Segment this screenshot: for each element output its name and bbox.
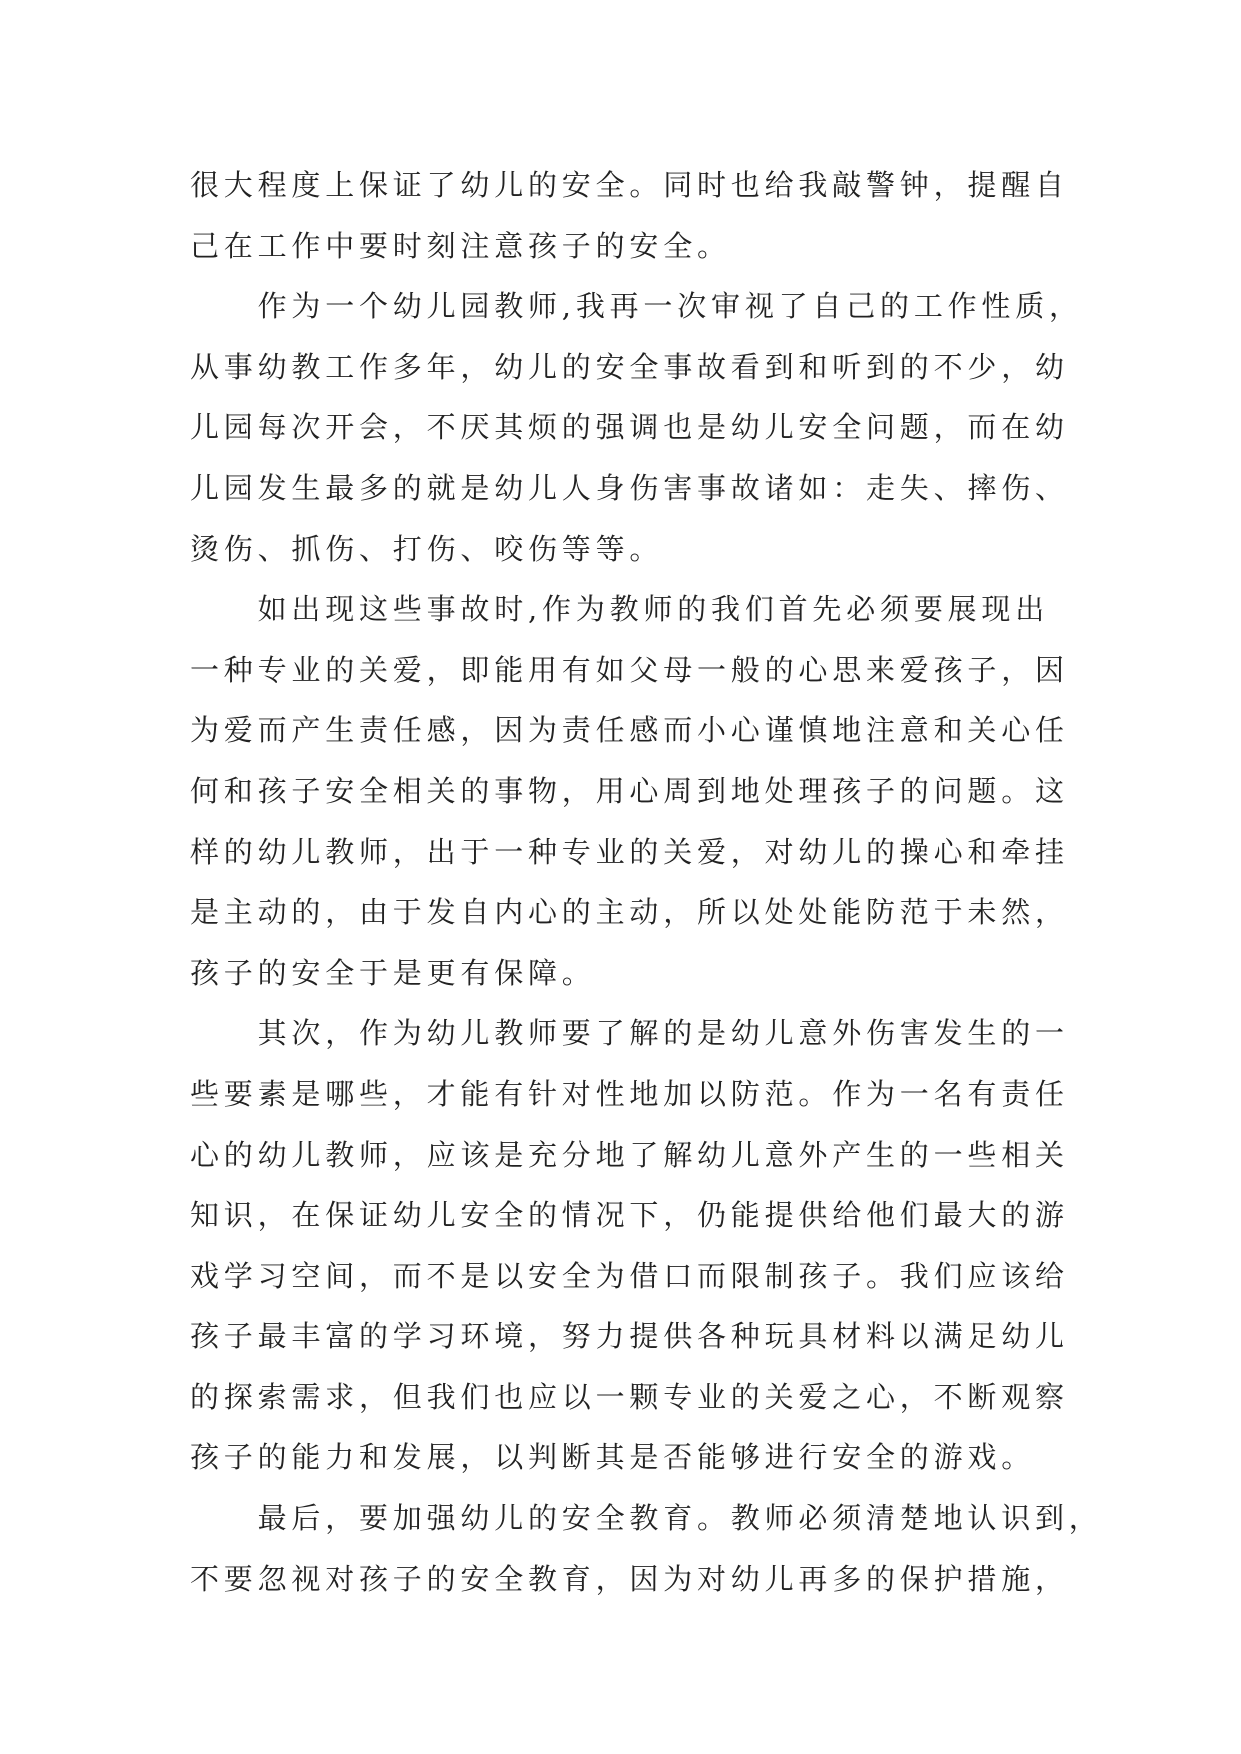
- text-line: 的探索需求，但我们也应以一颗专业的关爱之心，不断观察: [190, 1379, 1069, 1414]
- paragraph-first-line: 其次，作为幼儿教师要了解的是幼儿意外伤害发生的一: [190, 1016, 1069, 1051]
- text-line: 样的幼儿教师，出于一种专业的关爱，对幼儿的操心和牵挂: [190, 834, 1069, 869]
- text-line: 孩子的能力和发展，以判断其是否能够进行安全的游戏。: [190, 1440, 1036, 1475]
- text-line: 很大程度上保证了幼儿的安全。同时也给我敲警钟，提醒自: [190, 168, 1069, 202]
- text-line: 何和孩子安全相关的事物，用心周到地处理孩子的问题。这: [190, 773, 1069, 808]
- paragraph-first-line: 最后，要加强幼儿的安全教育。教师必须清楚地认识到，: [190, 1501, 1103, 1536]
- text-line: 从事幼教工作多年，幼儿的安全事故看到和听到的不少，幼: [190, 349, 1069, 384]
- text-line: 己在工作中要时刻注意孩子的安全。: [190, 228, 731, 263]
- text-line: 些要素是哪些，才能有针对性地加以防范。作为一名有责任: [190, 1076, 1069, 1111]
- text-line: 孩子最丰富的学习环境，努力提供各种玩具材料以满足幼儿: [190, 1319, 1069, 1354]
- text-line: 是主动的，由于发自内心的主动，所以处处能防范于未然，: [190, 895, 1069, 930]
- text-line: 知识，在保证幼儿安全的情况下，仍能提供给他们最大的游: [190, 1198, 1069, 1233]
- text-line: 戏学习空间，而不是以安全为借口而限制孩子。我们应该给: [190, 1258, 1069, 1293]
- body-text: [190, 155, 1103, 1609]
- text-line: 心的幼儿教师，应该是充分地了解幼儿意外产生的一些相关: [190, 1137, 1069, 1172]
- text-line: 为爱而产生责任感，因为责任感而小心谨慎地注意和关心任: [190, 713, 1069, 748]
- paragraph-first-line: 如出现这些事故时,作为教师的我们首先必须要展现出: [190, 592, 1050, 627]
- text-line: 一种专业的关爱，即能用有如父母一般的心思来爱孩子，因: [190, 652, 1069, 687]
- paragraph-first-line: 作为一个幼儿园教师,我再一次审视了自己的工作性质，: [190, 289, 1083, 324]
- text-line: 孩子的安全于是更有保障。: [190, 955, 596, 990]
- text-line: 儿园每次开会，不厌其烦的强调也是幼儿安全问题，而在幼: [190, 410, 1069, 445]
- text-line: 儿园发生最多的就是幼儿人身伤害事故诸如：走失、摔伤、: [190, 470, 1069, 505]
- text-line: 烫伤、抓伤、打伤、咬伤等等。: [190, 531, 664, 566]
- text-line: 不要忽视对孩子的安全教育，因为对幼儿再多的保护措施，: [190, 1561, 1069, 1596]
